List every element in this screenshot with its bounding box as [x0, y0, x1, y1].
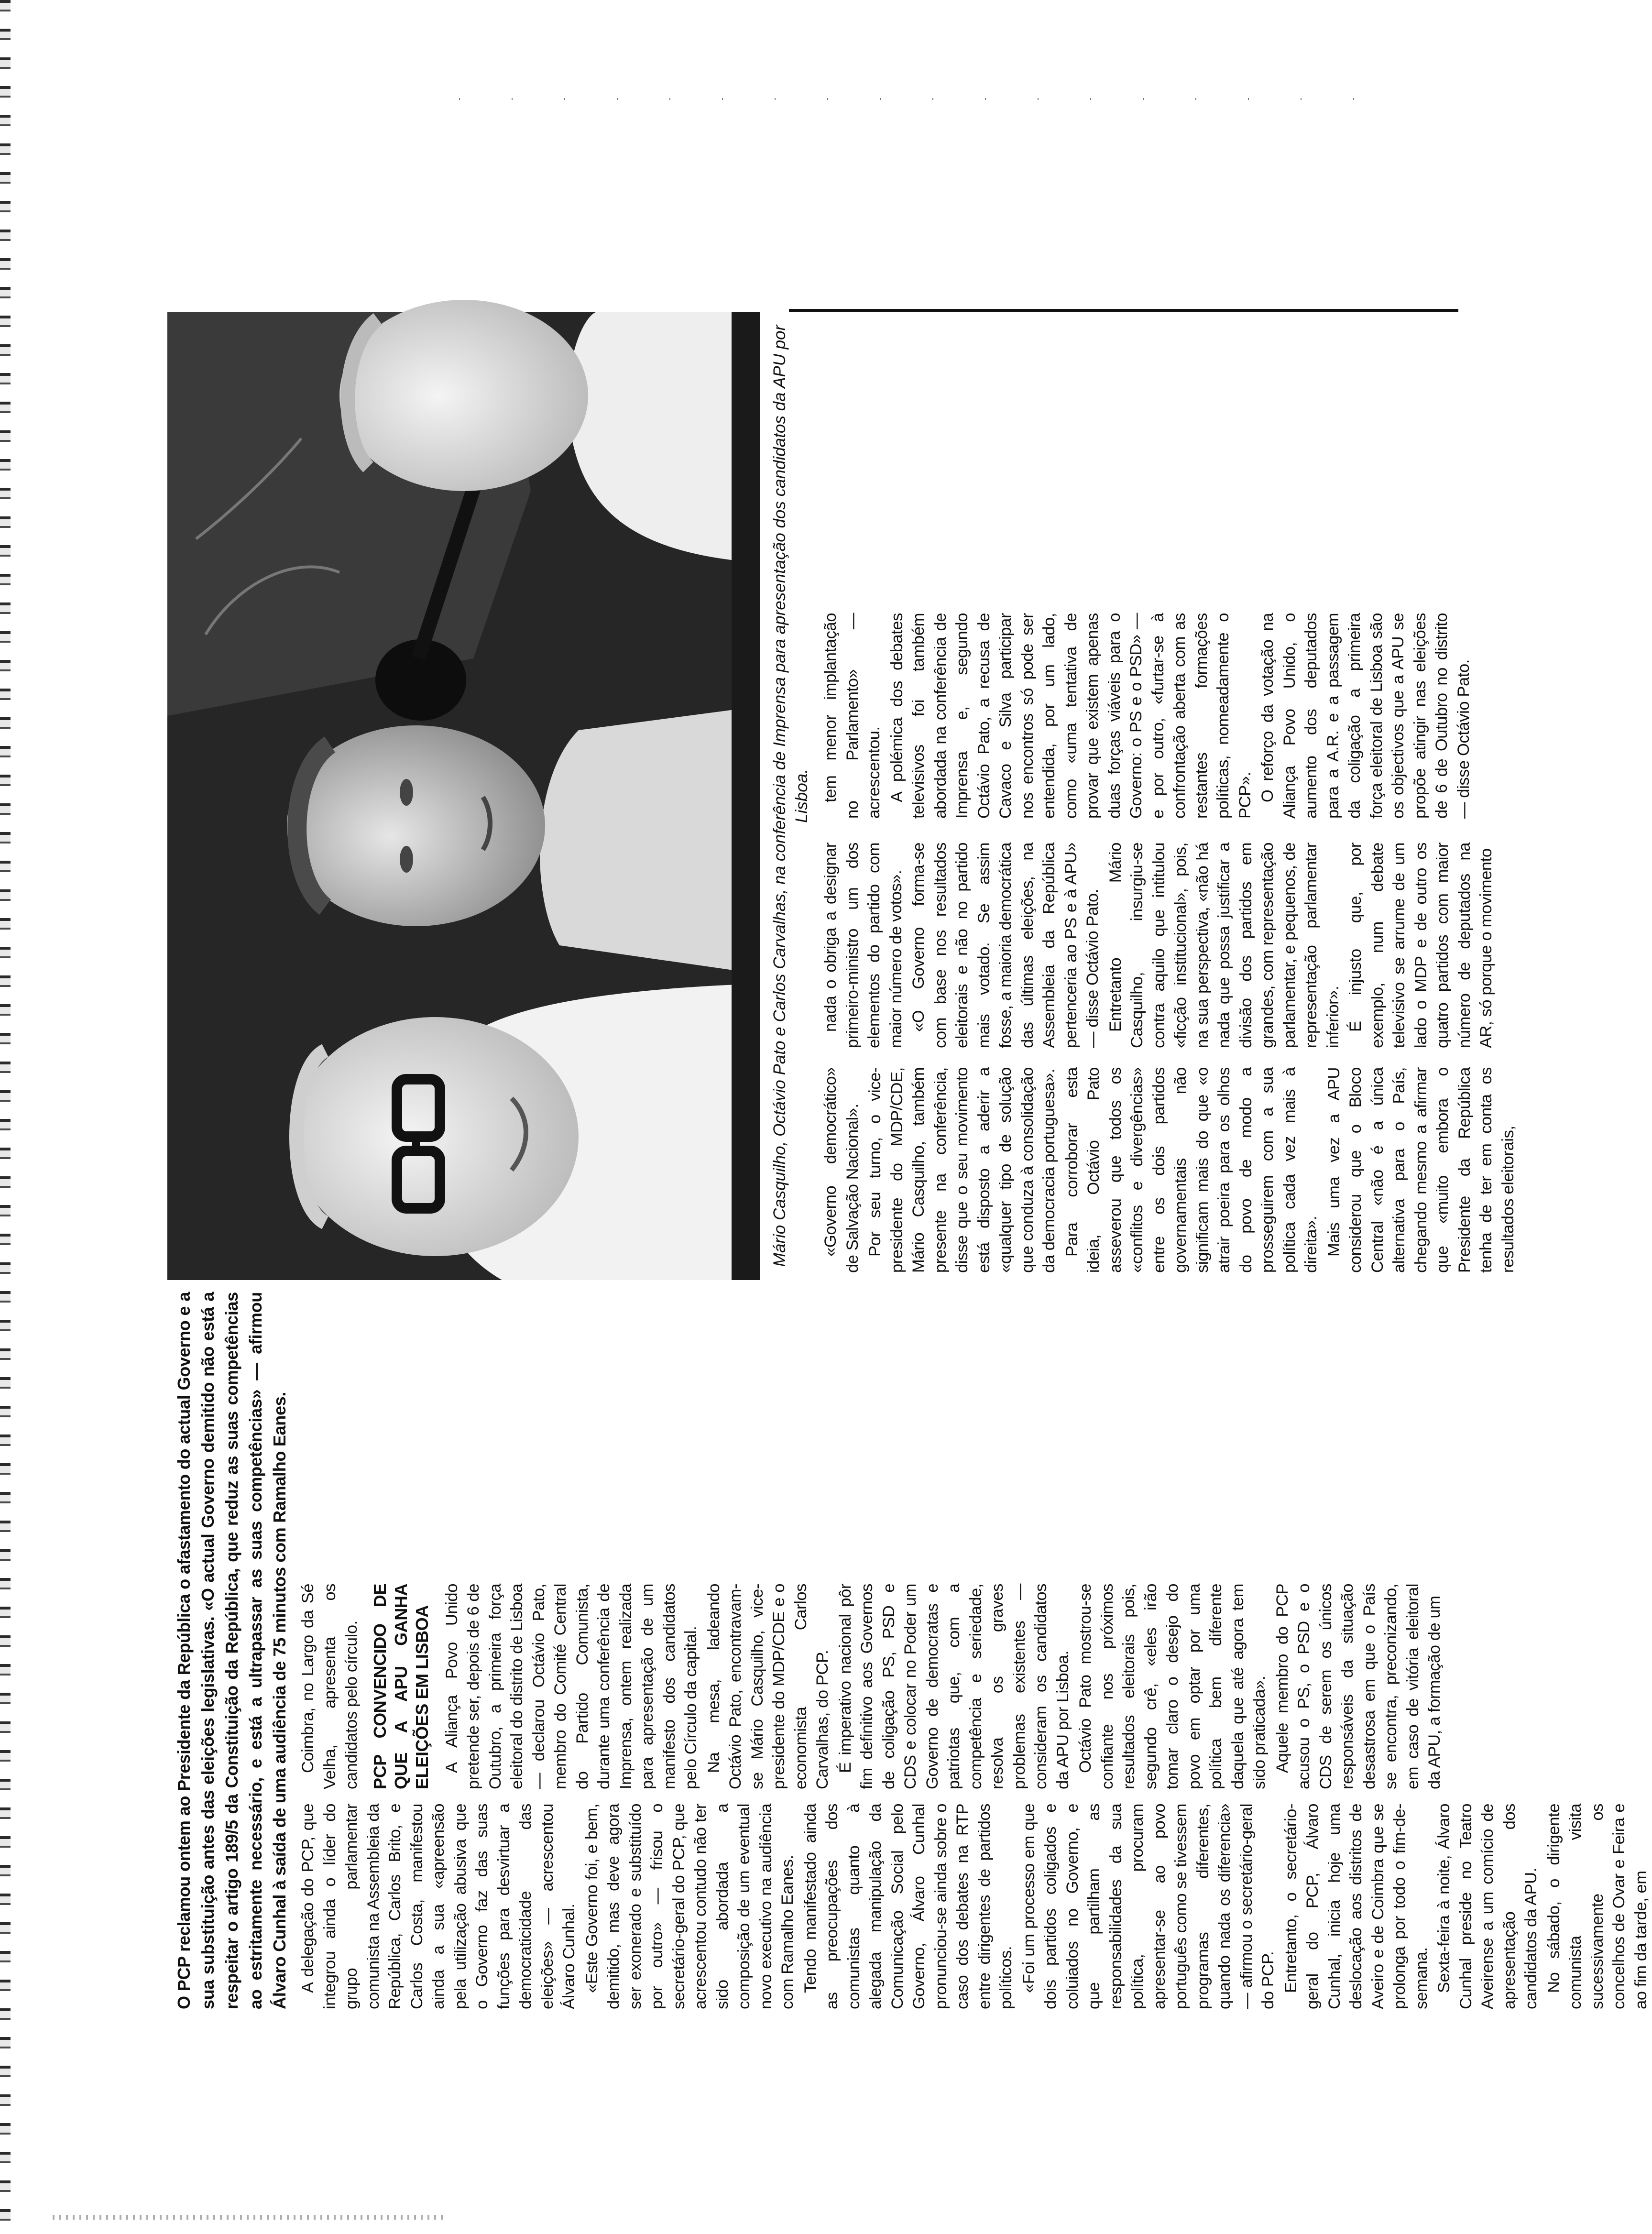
article-paragraph: É injusto que, por exemplo, num debate televisivo se arrume de um lado o MDP e de outro os quatro partidos com maior número de deputados na AR, só porque o movimento — [1346, 843, 1495, 1048]
article-paragraph: nada o obriga a designar primeiro-ministro um dos elementos do partido com maior número de votos». — [821, 843, 905, 1048]
article-paragraph: O reforço da votação na Aliança Povo Unido, o aumento dos deputados para a A.R. e a passagem da coligação a primeira força eleitoral de Lisboa são os objectivos que a APU se propõe atingir nas eleições de 6 de Outubro no distrito — disse Octávio Pato. — [1258, 613, 1473, 819]
article-paragraph: tem menor implantação no Parlamento» — acrescentou. — [821, 613, 883, 819]
article-column-1 — [297, 1804, 1652, 2009]
press-conference-photo — [167, 312, 760, 1280]
article-paragraph: «Este Governo foi, e bem, demitido, mas deve agora ser exonerado e substituído por outro» — frisou o secretário-geral do PCP, que acrescentou contudo não ter sido abordada a composição de um eventual novo executivo na audiência com Ramalho Eanes. — [582, 1804, 797, 2009]
article-paragraph: A delegação do PCP, que integrou ainda o líder do grupo parlamentar comunista na Assembleia da República, Carlos Brito, e Carlos Costa, manifestou ainda a sua «apreensão pela utilização abusiva que o Governo faz das suas funções para desvirtuar a democraticidade das eleições» — acrescentou Álvaro Cunhal. — [299, 1804, 578, 2009]
article-paragraph: Aquele membro do PCP acusou o PS, o PSD e o CDS de serem os únicos responsáveis da situação desastrosa em que o País se encontra, preconizando, em caso de vitória eleitoral da APU, a formação de um — [1273, 1584, 1444, 1789]
article-column-5 — [820, 613, 1475, 819]
article-lead: O PCP reclamou ontem ao Presidente da República o afastamento do actual Governo e a sua substituição antes das eleições legislativas. «O actual Governo demitido não está a respeitar o artigo 189/5 da Constituição da República, que reduz as suas competências ao estritamente necessário, e está a ultrapassar as suas competências» — afirmou Álvaro Cunhal à saída de uma audiência de 75 minutos com Ramalho Eanes. — [174, 1292, 289, 2009]
article-paragraph: «O Governo forma-se com base nos resultados eleitorais e não no partido mais votado. Se assim fosse, a maioria democrática das últimas eleições, na Assembleia da República pertenceria ao PS e à APU» — disse Octávio Pato. — [909, 843, 1102, 1048]
article-paragraph: Na mesa, ladeando Octávio Pato, encontravam-se Mário Casquilho, vice-presidente do MDP/CDE e o economista Carlos Carvalhas, do PCP. — [704, 1584, 831, 1789]
scan-noise — [53, 2215, 445, 2220]
article-column-2 — [297, 1584, 1446, 1789]
article-paragraph: Tendo manifestado ainda as preocupações dos comunistas quanto à alegada manipulação da Comunicação Social pelo Governo, Álvaro Cunhal pronunciou-se ainda sobre o caso dos debates na RTP entre dirigentes de partidos políticos. — [801, 1804, 1015, 2009]
article-paragraph: Mais uma vez a APU considerou que o Bloco Central «não é a única alternativa para o País, chegando mesmo a afirmar que «muito embora o Presidente da República tenha de ter em conta os resultados eleitorais, — [1324, 1067, 1517, 1273]
article-column-4 — [820, 843, 1498, 1048]
article-paragraph: Entretanto Mário Casquilho, insurgiu-se contra aquilo que intitulou «ficção institucional», pois, na sua perspectiva, «não há nada que possa justificar a divisão dos partidos em grandes, com representação parlamentar, e pequenos, de representação parlamentar inferior». — [1106, 843, 1342, 1048]
article-subhead: PCP CONVENCIDO DE QUE A APU GANHA ELEIÇÕES EM LISBOA — [370, 1584, 432, 1789]
photo-caption: Mário Casquilho, Octávio Pato e Carlos Carvalhas, na conferência de Imprensa para apresentação dos candidatos da APU por Lisboa. — [770, 325, 811, 1267]
article-paragraph: Coimbra, no Largo da Sé Velha, apresenta os candidatos pelo círculo. — [299, 1584, 361, 1789]
article-paragraph: É imperativo nacional pôr fim definitivo aos Governos de coligação PS, PSD e CDS e colocar no Poder um Governo de democratas e patriotas que, com a competência e seriedade, resolva os graves problemas existentes — consideram os candidatos da APU por Lisboa. — [836, 1584, 1072, 1789]
photo-image — [167, 312, 760, 1280]
article-paragraph: Sexta-feira à noite, Álvaro Cunhal preside no Teatro Aveirense a um comício de apresentação dos candidatos da APU. — [1435, 1804, 1540, 2009]
article-paragraph: Entretanto, o secretário-geral do PCP, Álvaro Cunhal, inicia hoje uma deslocação aos distritos de Aveiro e de Coimbra que se prolonga por todo o fim-de-semana. — [1281, 1804, 1431, 2009]
article-paragraph: A polémica dos debates televisivos foi também abordada na conferência de Imprensa e, segundo Octávio Pato, a recusa de Cavaco e Silva participar nos encontros só pode ser entendida, por um lado, como «uma tentativa de provar que existem apenas duas forças viáveis para o Governo: o PS e o PSD» — e por outro, «furtar-se à confrontação aberta com as restantes formações políticas, nomeadamente o PCP». — [887, 613, 1254, 819]
newspaper-article — [172, 264, 1650, 2033]
scan-edge — [0, 0, 11, 2234]
article-paragraph: Por seu turno, o vice-presidente do MDP/CDE, Mário Casquilho, também presente na conferência, disse que o seu movimento está disposto a aderir a «qualquer tipo de solução que conduza à consolidação da democracia portuguesa». — [866, 1067, 1058, 1273]
article-paragraph: A Aliança Povo Unido pretende ser, depois de 6 de Outubro, a primeira força eleitoral do distrito de Lisboa — declarou Octávio Pato, membro do Comité Central do Partido Comunista, durante uma conferência de Imprensa, ontem realizada para apresentação de um manifesto dos candidatos pelo Círculo da capital. — [442, 1584, 700, 1789]
article-paragraph: Para corroborar esta ideia, Octávio Pato asseverou que todos os «conflitos e divergências» entre os dois partidos governamentais não significam mais do que «o atrair poeira para os olhos do povo de modo a prosseguirem com a sua política cada vez mais à direita». — [1062, 1067, 1320, 1273]
article-column-3 — [820, 1067, 1519, 1273]
column-rule — [789, 309, 1458, 312]
article-paragraph: Octávio Pato mostrou-se confiante nos próximos resultados eleitorais pois, segundo crê, «eles irão tomar claro o desejo do povo em optar por uma política bem diferente daquela que até agora tem sido praticada». — [1076, 1584, 1269, 1789]
article-paragraph: No sábado, o dirigente comunista visita sucessivamente os concelhos de Ovar e Feira e ao fim da tarde, em — [1544, 1804, 1650, 2009]
article-paragraph: «Foi um processo em que dois partidos coligados e coluiados no Governo, e que partilham as responsabilidades da sua política, procuram apresentar-se ao povo português como se tivessem programas diferentes, quando nada os diferencia» — afirmou o secretário-geral do PCP. — [1019, 1804, 1277, 2009]
article-paragraph: «Governo democrático» de Salvação Nacional». — [821, 1067, 862, 1273]
scan-dots — [459, 98, 1368, 100]
